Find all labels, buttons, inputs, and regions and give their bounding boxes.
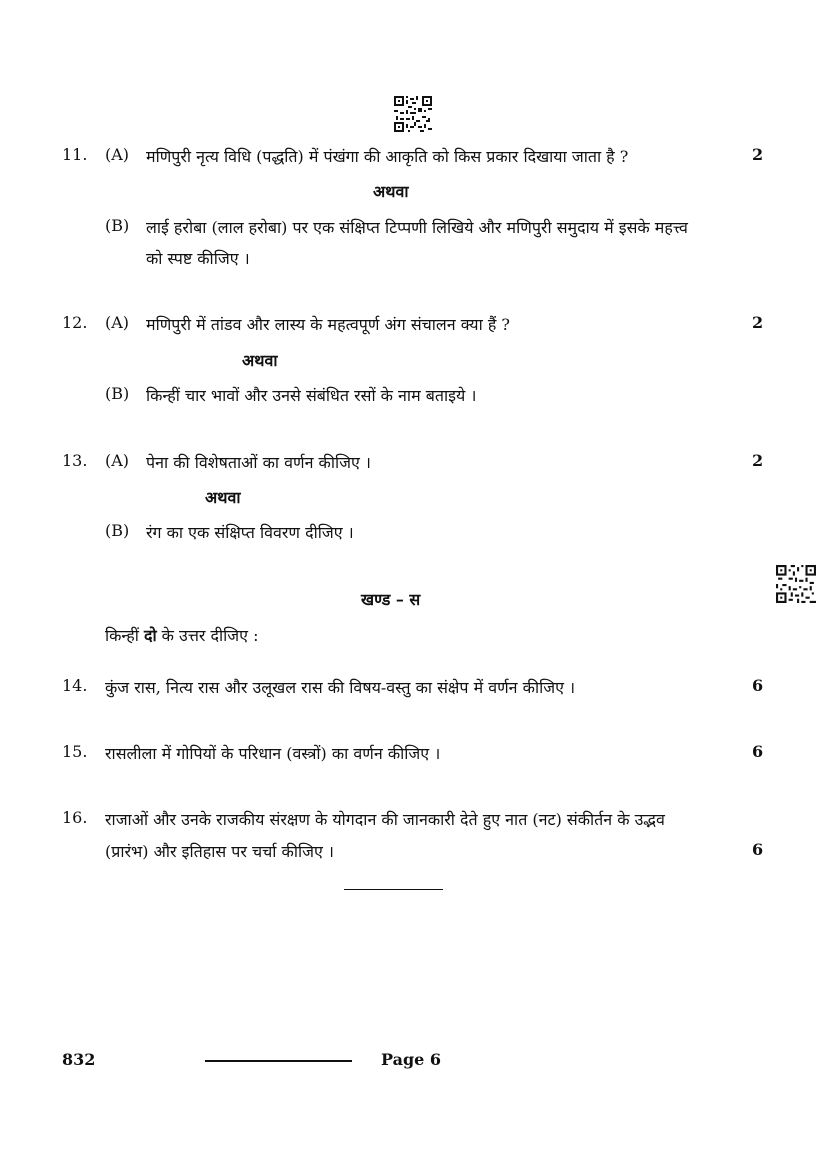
part-a-label: (A) bbox=[105, 145, 130, 164]
question-text: रासलीला में गोपियों के परिधान (वस्त्रों) का वर्णन कीजिए । bbox=[105, 744, 441, 763]
section-title: खण्ड – स bbox=[361, 590, 421, 609]
footer-divider bbox=[205, 1060, 352, 1062]
part-b-label: (B) bbox=[105, 216, 130, 235]
or-label: अथवा bbox=[373, 182, 409, 201]
marks: 2 bbox=[752, 451, 764, 470]
question-text: मणिपुरी नृत्य विधि (पद्धति) में पंखंगा की आकृति को किस प्रकार दिखाया जाता है ? bbox=[146, 147, 629, 166]
marks: 6 bbox=[752, 840, 764, 859]
question-text: कुंज रास, नित्य रास और उलूखल रास की विषय-वस्तु का संक्षेप में वर्णन कीजिए । bbox=[105, 678, 576, 697]
question-text: (प्रारंभ) और इतिहास पर चर्चा कीजिए । bbox=[105, 842, 334, 861]
marks: 6 bbox=[752, 742, 764, 761]
question-number: 16. bbox=[62, 808, 88, 827]
part-b-label: (B) bbox=[105, 521, 130, 540]
part-b-label: (B) bbox=[105, 384, 130, 403]
qr-code-top bbox=[394, 96, 432, 132]
question-number: 14. bbox=[62, 676, 88, 695]
question-number: 15. bbox=[62, 742, 88, 761]
marks: 2 bbox=[752, 145, 764, 164]
question-text: को स्पष्ट कीजिए । bbox=[146, 249, 250, 268]
question-text: मणिपुरी में तांडव और लास्य के महत्वपूर्ण अंग संचालन क्या हैं ? bbox=[146, 315, 510, 334]
question-text: रंग का एक संक्षिप्त विवरण दीजिए । bbox=[146, 523, 354, 542]
question-number: 13. bbox=[62, 451, 88, 470]
page-number: Page 6 bbox=[381, 1050, 442, 1069]
question-text: किन्हीं चार भावों और उनसे संबंधित रसों के नाम बताइये । bbox=[146, 386, 477, 405]
end-divider bbox=[344, 889, 443, 890]
question-text: लाई हरोबा (लाल हरोबा) पर एक संक्षिप्त टिप्पणी लिखिये और मणिपुरी समुदाय में इसके महत्त्व bbox=[146, 218, 688, 237]
question-text: पेना की विशेषताओं का वर्णन कीजिए । bbox=[146, 453, 371, 472]
part-a-label: (A) bbox=[105, 313, 130, 332]
exam-code: 832 bbox=[62, 1050, 96, 1069]
or-label: अथवा bbox=[205, 488, 241, 507]
section-instruction: किन्हीं दो के उत्तर दीजिए : bbox=[105, 626, 259, 645]
part-a-label: (A) bbox=[105, 451, 130, 470]
qr-code-side bbox=[776, 565, 816, 603]
question-number: 12. bbox=[62, 313, 88, 332]
marks: 6 bbox=[752, 676, 764, 695]
question-text: राजाओं और उनके राजकीय संरक्षण के योगदान की जानकारी देते हुए नात (नट) संकीर्तन के उद्भव bbox=[105, 810, 665, 829]
marks: 2 bbox=[752, 313, 764, 332]
or-label: अथवा bbox=[242, 351, 278, 370]
question-number: 11. bbox=[62, 145, 88, 164]
